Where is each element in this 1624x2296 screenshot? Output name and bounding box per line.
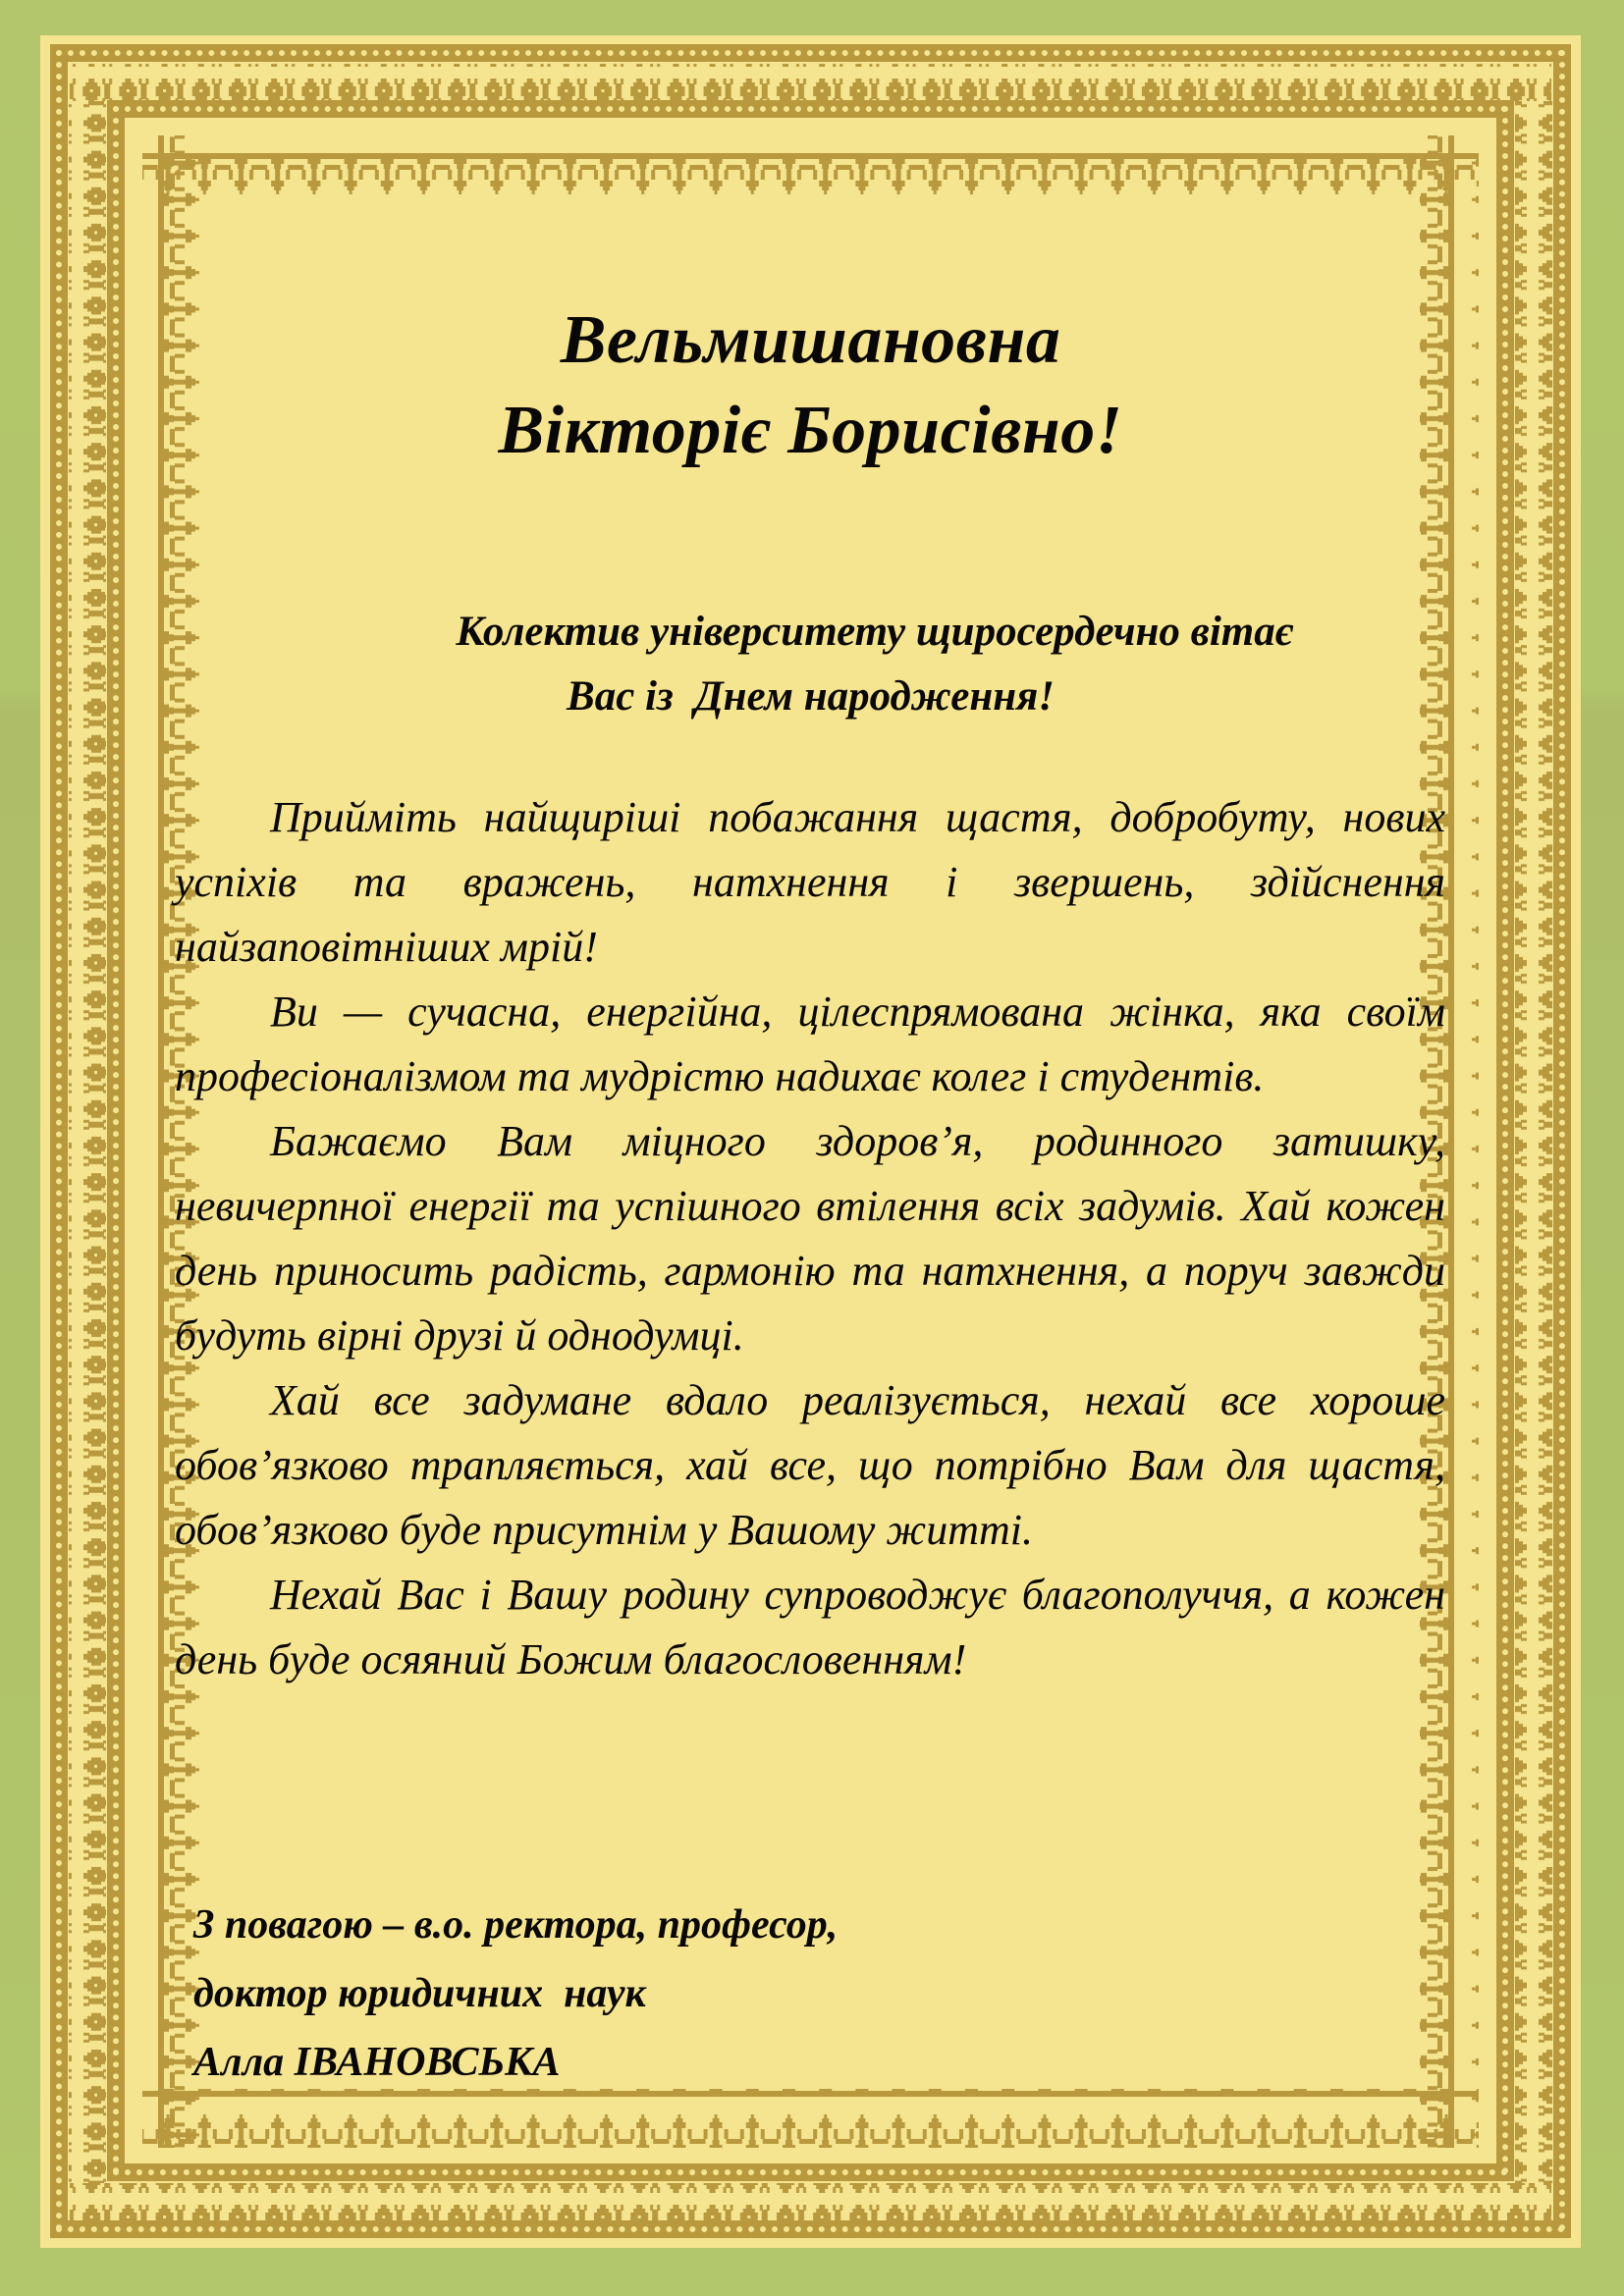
signature-line-title: З повагою – в.о. ректора, професор, (193, 1902, 839, 1948)
letter-body (175, 785, 1445, 1692)
greeting-card-page (40, 35, 1581, 2248)
greeting-line-1: Колектив університету щиросердечно вітає (456, 609, 1293, 655)
signature-block (193, 1891, 838, 2097)
title-line-1: Вельмишановна (560, 302, 1061, 378)
body-paragraph: Ви — сучасна, енергійна, цілеспрямована жінка, яка своїм професіоналізмом та мудрістю надихає колег і студентів. (175, 988, 1445, 1100)
letter-content (40, 35, 1581, 2248)
signature-line-name: Алла ІВАНОВСЬКА (193, 2040, 561, 2085)
body-paragraph: Нехай Вас і Вашу родину супроводжує благополуччя, а кожен день буде осяяний Божим благословенням! (175, 1571, 1445, 1683)
body-paragraph: Прийміть найщиріші побажання щастя, добробуту, нових успіхів та вражень, натхнення і звершень, здійснення найзаповітніших мрій! (175, 793, 1445, 971)
signature-line-degree: доктор юридичних наук (193, 1971, 646, 2016)
title-line-2: Вікторіє Борисівно! (498, 393, 1123, 468)
letter-title (40, 295, 1581, 476)
greeting-line-2: Вас із Днем народження! (567, 673, 1055, 720)
body-paragraph: Хай все задумане вдало реалізується, нехай все хороше обов’язково трапляється, хай все, що потрібно Вам для щастя, обов’язково буде присутнім у Вашому житті. (175, 1376, 1445, 1554)
body-paragraph: Бажаємо Вам міцного здоров’я, родинного затишку, невичерпної енергії та успішного втілення всіх задумів. Хай кожен день приносить радість, гармонію та натхнення, а поруч завжди будуть вірні друзі й однодумці. (175, 1117, 1445, 1360)
greeting-heading (40, 600, 1581, 729)
